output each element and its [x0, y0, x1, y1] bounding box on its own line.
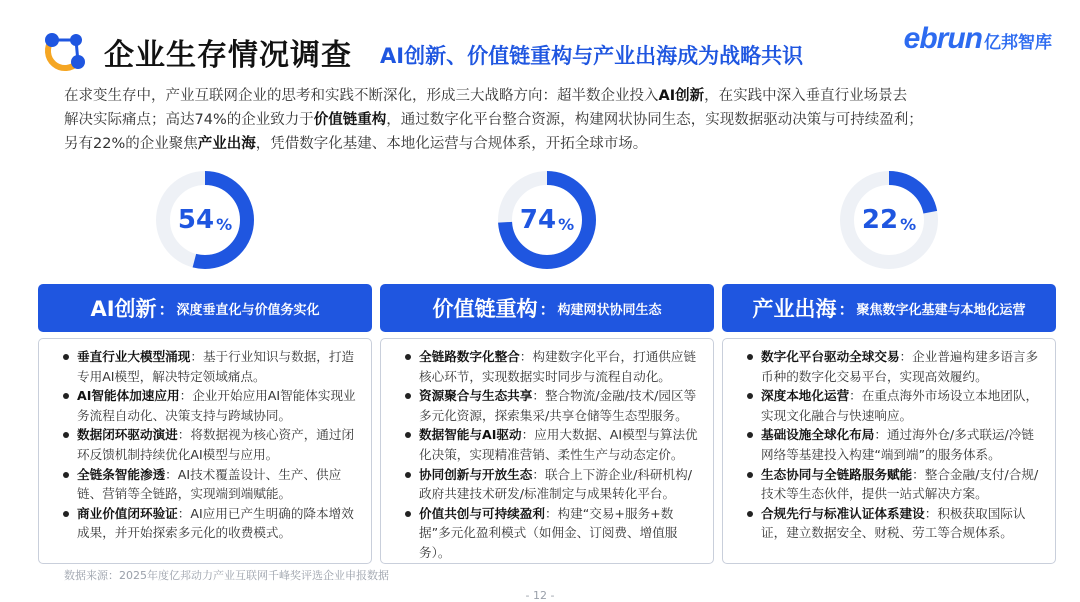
item-text: ：企业普遍构建多语言多币种的数字化交易平台，实现高效履约。	[761, 349, 1039, 384]
percent-sign: %	[216, 214, 233, 234]
item-heading: 垂直行业大模型涌现	[77, 349, 191, 364]
item-text: ：构建“交易+服务+数据”多元化盈利模式（如佣金、订阅费、增值服务）。	[419, 505, 678, 560]
item-heading: 数字化平台驱动全球交易	[761, 349, 900, 364]
item-heading: 数据智能与AI驱动	[419, 427, 522, 443]
intro-text: 在求变生存中，产业互联网企业的思考和实践不断深化，形成三大战略方向：超半数企业投入	[64, 88, 659, 104]
intro-text: ，通过数字化平台整合资源，构建网状协同生态，实现数据驱动决策与可持续盈利；	[386, 112, 923, 128]
banner-separator: ：	[838, 299, 855, 319]
list-item	[745, 504, 1041, 543]
strategy-card	[380, 338, 714, 564]
intro-highlight: 价值链重构	[313, 112, 387, 128]
item-heading: 协同创新与开放生态	[419, 466, 533, 482]
intro-highlight: AI创新	[658, 88, 705, 104]
item-text: ：基于行业知识与数据，打造专用AI模型，解决特定领域痛点。	[77, 349, 355, 384]
brand-name-cn: 亿邦智库	[984, 33, 1052, 53]
list-item	[403, 347, 699, 386]
intro-text: 解决实际痛点；高达74%的企业致力于	[64, 112, 314, 128]
strategy-card	[38, 338, 372, 564]
strategy-banner	[722, 284, 1056, 332]
list-item	[403, 386, 699, 425]
percent-value: 22	[861, 205, 899, 235]
strategy-banner	[380, 284, 714, 332]
page-subtitle: AI创新、价值链重构与产业出海成为战略共识	[380, 44, 804, 68]
item-heading: 深度本地化运营	[761, 388, 850, 404]
intro-text: ，在实践中深入垂直行业场景去	[704, 88, 908, 104]
list-item	[61, 347, 357, 386]
strategy-banner	[38, 284, 372, 332]
item-text: ：应用大数据、AI模型与算法优化决策，实现精准营销、柔性生产与动态定价。	[419, 427, 698, 462]
list-item	[61, 504, 357, 543]
list-item	[745, 347, 1041, 386]
item-heading: 全链条智能渗透	[77, 466, 166, 482]
list-item	[745, 386, 1041, 425]
intro-text: ，凭借数字化基建、本地化运营与合规体系，开拓全球市场。	[255, 136, 648, 152]
item-text: ：将数据视为核心资产，通过闭环反馈机制持续优化AI模型与应用。	[77, 427, 355, 462]
network-logo-icon	[38, 26, 88, 76]
item-heading: 基础设施全球化布局	[761, 427, 875, 443]
list-item	[61, 386, 357, 425]
item-text: ：企业开始应用AI智能体实现业务流程自动化、决策支持与跨域协同。	[77, 388, 356, 423]
banner-separator: ：	[158, 299, 175, 319]
item-text: ：AI技术覆盖设计、生产、供应链、营销等全链路，实现端到端赋能。	[77, 466, 342, 502]
strategy-title: 产业出海	[752, 297, 837, 321]
percent-label	[839, 170, 939, 270]
brand-logo	[904, 22, 1052, 56]
list-item	[403, 465, 699, 504]
item-text: ：联合上下游企业/科研机构/政府共建技术研发/标准制定与成果转化平台。	[419, 466, 692, 502]
strategy-card	[722, 338, 1056, 564]
item-heading: 数据闭环驱动演进	[77, 427, 178, 443]
item-text: ：通过海外仓/多式联运/冷链网络等基建投入构建“端到端”的服务体系。	[761, 427, 1034, 462]
list-item	[745, 425, 1041, 464]
item-heading: 商业价值闭环验证	[77, 505, 178, 521]
percent-value: 54	[177, 205, 215, 235]
item-text: ：积极获取国际认证，建立数据安全、财税、劳工等合规体系。	[761, 505, 1026, 541]
item-text: ：构建数字化平台，打通供应链核心环节，实现数据实时同步与流程自动化。	[419, 349, 697, 384]
strategy-subtitle: 深度垂直化与价值务实化	[176, 302, 320, 318]
item-text: ：整合物流/金融/技术/园区等多元化资源，探索集采/共享仓储等生态型服务。	[419, 388, 697, 423]
percent-value: 74	[519, 205, 557, 235]
strategy-subtitle: 聚焦数字化基建与本地化运营	[856, 302, 1026, 318]
percent-label	[155, 170, 255, 270]
list-item	[403, 504, 699, 563]
item-heading: AI智能体加速应用	[77, 388, 180, 404]
page-number: - 12 -	[525, 589, 555, 602]
strategy-title: 价值链重构	[432, 297, 538, 321]
item-heading: 合规先行与标准认证体系建设	[761, 505, 925, 521]
list-item	[745, 465, 1041, 504]
strategy-title: AI创新	[90, 297, 157, 321]
strategy-subtitle: 构建网状协同生态	[557, 302, 662, 318]
percent-sign: %	[900, 214, 917, 234]
item-heading: 资源聚合与生态共享	[419, 388, 533, 404]
item-heading: 生态协同与全链路服务赋能	[761, 466, 913, 482]
intro-paragraph	[64, 84, 1044, 156]
item-text: ：AI应用已产生明确的降本增效成果，并开始探索多元化的收费模式。	[77, 505, 354, 541]
item-text: ：整合金融/支付/合规/技术等生态伙伴，提供一站式解决方案。	[761, 466, 1039, 502]
data-source-note: 数据来源：2025年度亿邦动力产业互联网千峰奖评选企业申报数据	[64, 569, 389, 582]
intro-highlight: 产业出海	[197, 136, 256, 152]
brand-name-en: ebrun	[903, 22, 982, 55]
list-item	[403, 425, 699, 464]
list-item	[61, 425, 357, 464]
list-item	[61, 465, 357, 504]
percent-sign: %	[558, 214, 575, 234]
item-heading: 价值共创与可持续盈利	[419, 505, 545, 521]
banner-separator: ：	[539, 299, 556, 319]
intro-text: 另有22%的企业聚焦	[64, 136, 198, 152]
item-text: ：在重点海外市场设立本地团队，实现文化融合与快速响应。	[761, 388, 1039, 423]
page-title: 企业生存情况调查	[104, 38, 352, 73]
percent-label	[497, 170, 597, 270]
item-heading: 全链路数字化整合	[419, 349, 520, 364]
